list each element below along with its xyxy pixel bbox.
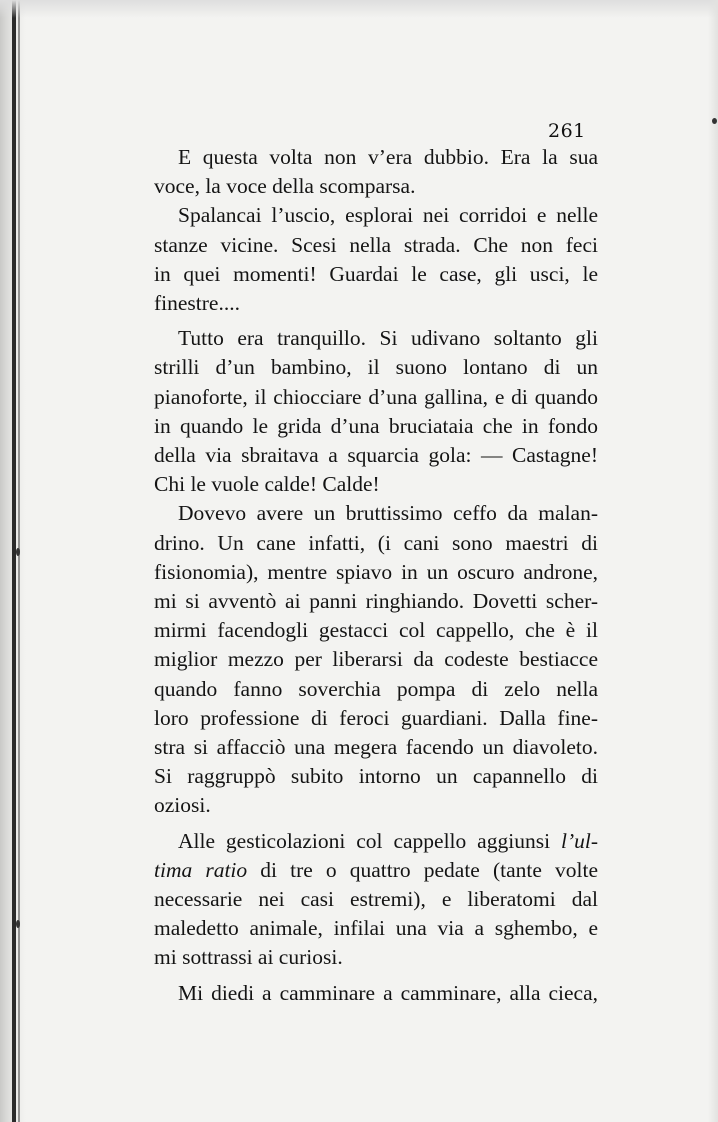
- text-line: maledetto animale, infilai una via a sghembo, e: [154, 916, 598, 941]
- paragraph: [130, 324, 598, 499]
- text-line: loro professione di feroci guardiani. Dalla fine-: [154, 705, 598, 730]
- text-line: [130, 827, 598, 856]
- text-run: di tre o quattro pedate (tante volte: [247, 857, 598, 882]
- text-line: Dovevo avere un bruttissimo ceffo da malan-: [178, 501, 598, 526]
- italic-text: tima ratio: [154, 857, 248, 882]
- text-line: Chi le vuole calde! Calde!: [154, 472, 380, 497]
- page-number: 261: [548, 120, 586, 142]
- text-line: E questa volta non v’era dubbio. Era la sua: [178, 145, 598, 169]
- right-shadow: [708, 0, 718, 1122]
- text-line: della via sbraitava a squarcia gola: — Castagne!: [154, 443, 598, 468]
- paragraph: [130, 143, 598, 201]
- text-line: stra si affacciò una megera facendo un diavoleto.: [154, 735, 598, 760]
- text-line: in quando le grida d’una bruciataia che in fondo: [154, 413, 598, 438]
- text-line: necessarie nei casi estremi), e liberatomi dal: [154, 887, 598, 912]
- italic-text: l’ul-: [560, 828, 598, 853]
- text-line: stanze vicine. Scesi nella strada. Che non feci: [154, 232, 598, 257]
- scan-speck: [16, 920, 20, 928]
- paragraph: [130, 499, 598, 820]
- text-line: pianoforte, il chiocciare d’una gallina, e di quando: [154, 384, 598, 409]
- text-line: strilli d’un bambino, il suono lontano di un: [154, 355, 598, 380]
- text-line: fisionomia), mentre spiavo in un oscuro androne,: [154, 559, 598, 584]
- text-line: mirmi facendogli gestacci col cappello, che è il: [154, 618, 598, 643]
- text-line: mi sottrassi ai curiosi.: [154, 945, 343, 970]
- book-spine-edge-inner: [18, 0, 20, 1122]
- text-line: Si raggruppò subito intorno un capannello di: [154, 764, 598, 789]
- text-line: voce, la voce della scomparsa.: [154, 174, 416, 199]
- text-line: quando fanno soverchia pompa di zelo nella: [154, 676, 598, 701]
- top-shadow: [0, 0, 718, 18]
- text-run: Alle gesticolazioni col cappello aggiunsi: [178, 828, 561, 853]
- paragraph: [130, 979, 598, 1008]
- body-text: [130, 143, 598, 1008]
- scan-speck: [712, 118, 717, 124]
- text-line: Mi diedi a camminare a camminare, alla cieca,: [178, 980, 598, 1005]
- paragraph: [130, 201, 598, 318]
- text-line: mi si avventò ai panni ringhiando. Dovetti scher-: [154, 589, 598, 614]
- paragraph: [130, 827, 598, 973]
- text-line: finestre....: [154, 291, 240, 316]
- text-line: drino. Un cane infatti, (i cani sono maestri di: [154, 530, 598, 555]
- text-line: miglior mezzo per liberarsi da codeste bestiacce: [154, 647, 598, 672]
- text-line: Spalancai l’uscio, esplorai nei corridoi e nelle: [178, 203, 598, 228]
- text-line: Tutto era tranquillo. Si udivano soltanto gli: [178, 326, 598, 351]
- text-line: oziosi.: [154, 793, 211, 818]
- scan-speck: [16, 548, 20, 556]
- book-spine-edge: [12, 0, 16, 1122]
- text-line: in quei momenti! Guardai le case, gli usci, le: [154, 261, 598, 286]
- text-line: [130, 856, 598, 885]
